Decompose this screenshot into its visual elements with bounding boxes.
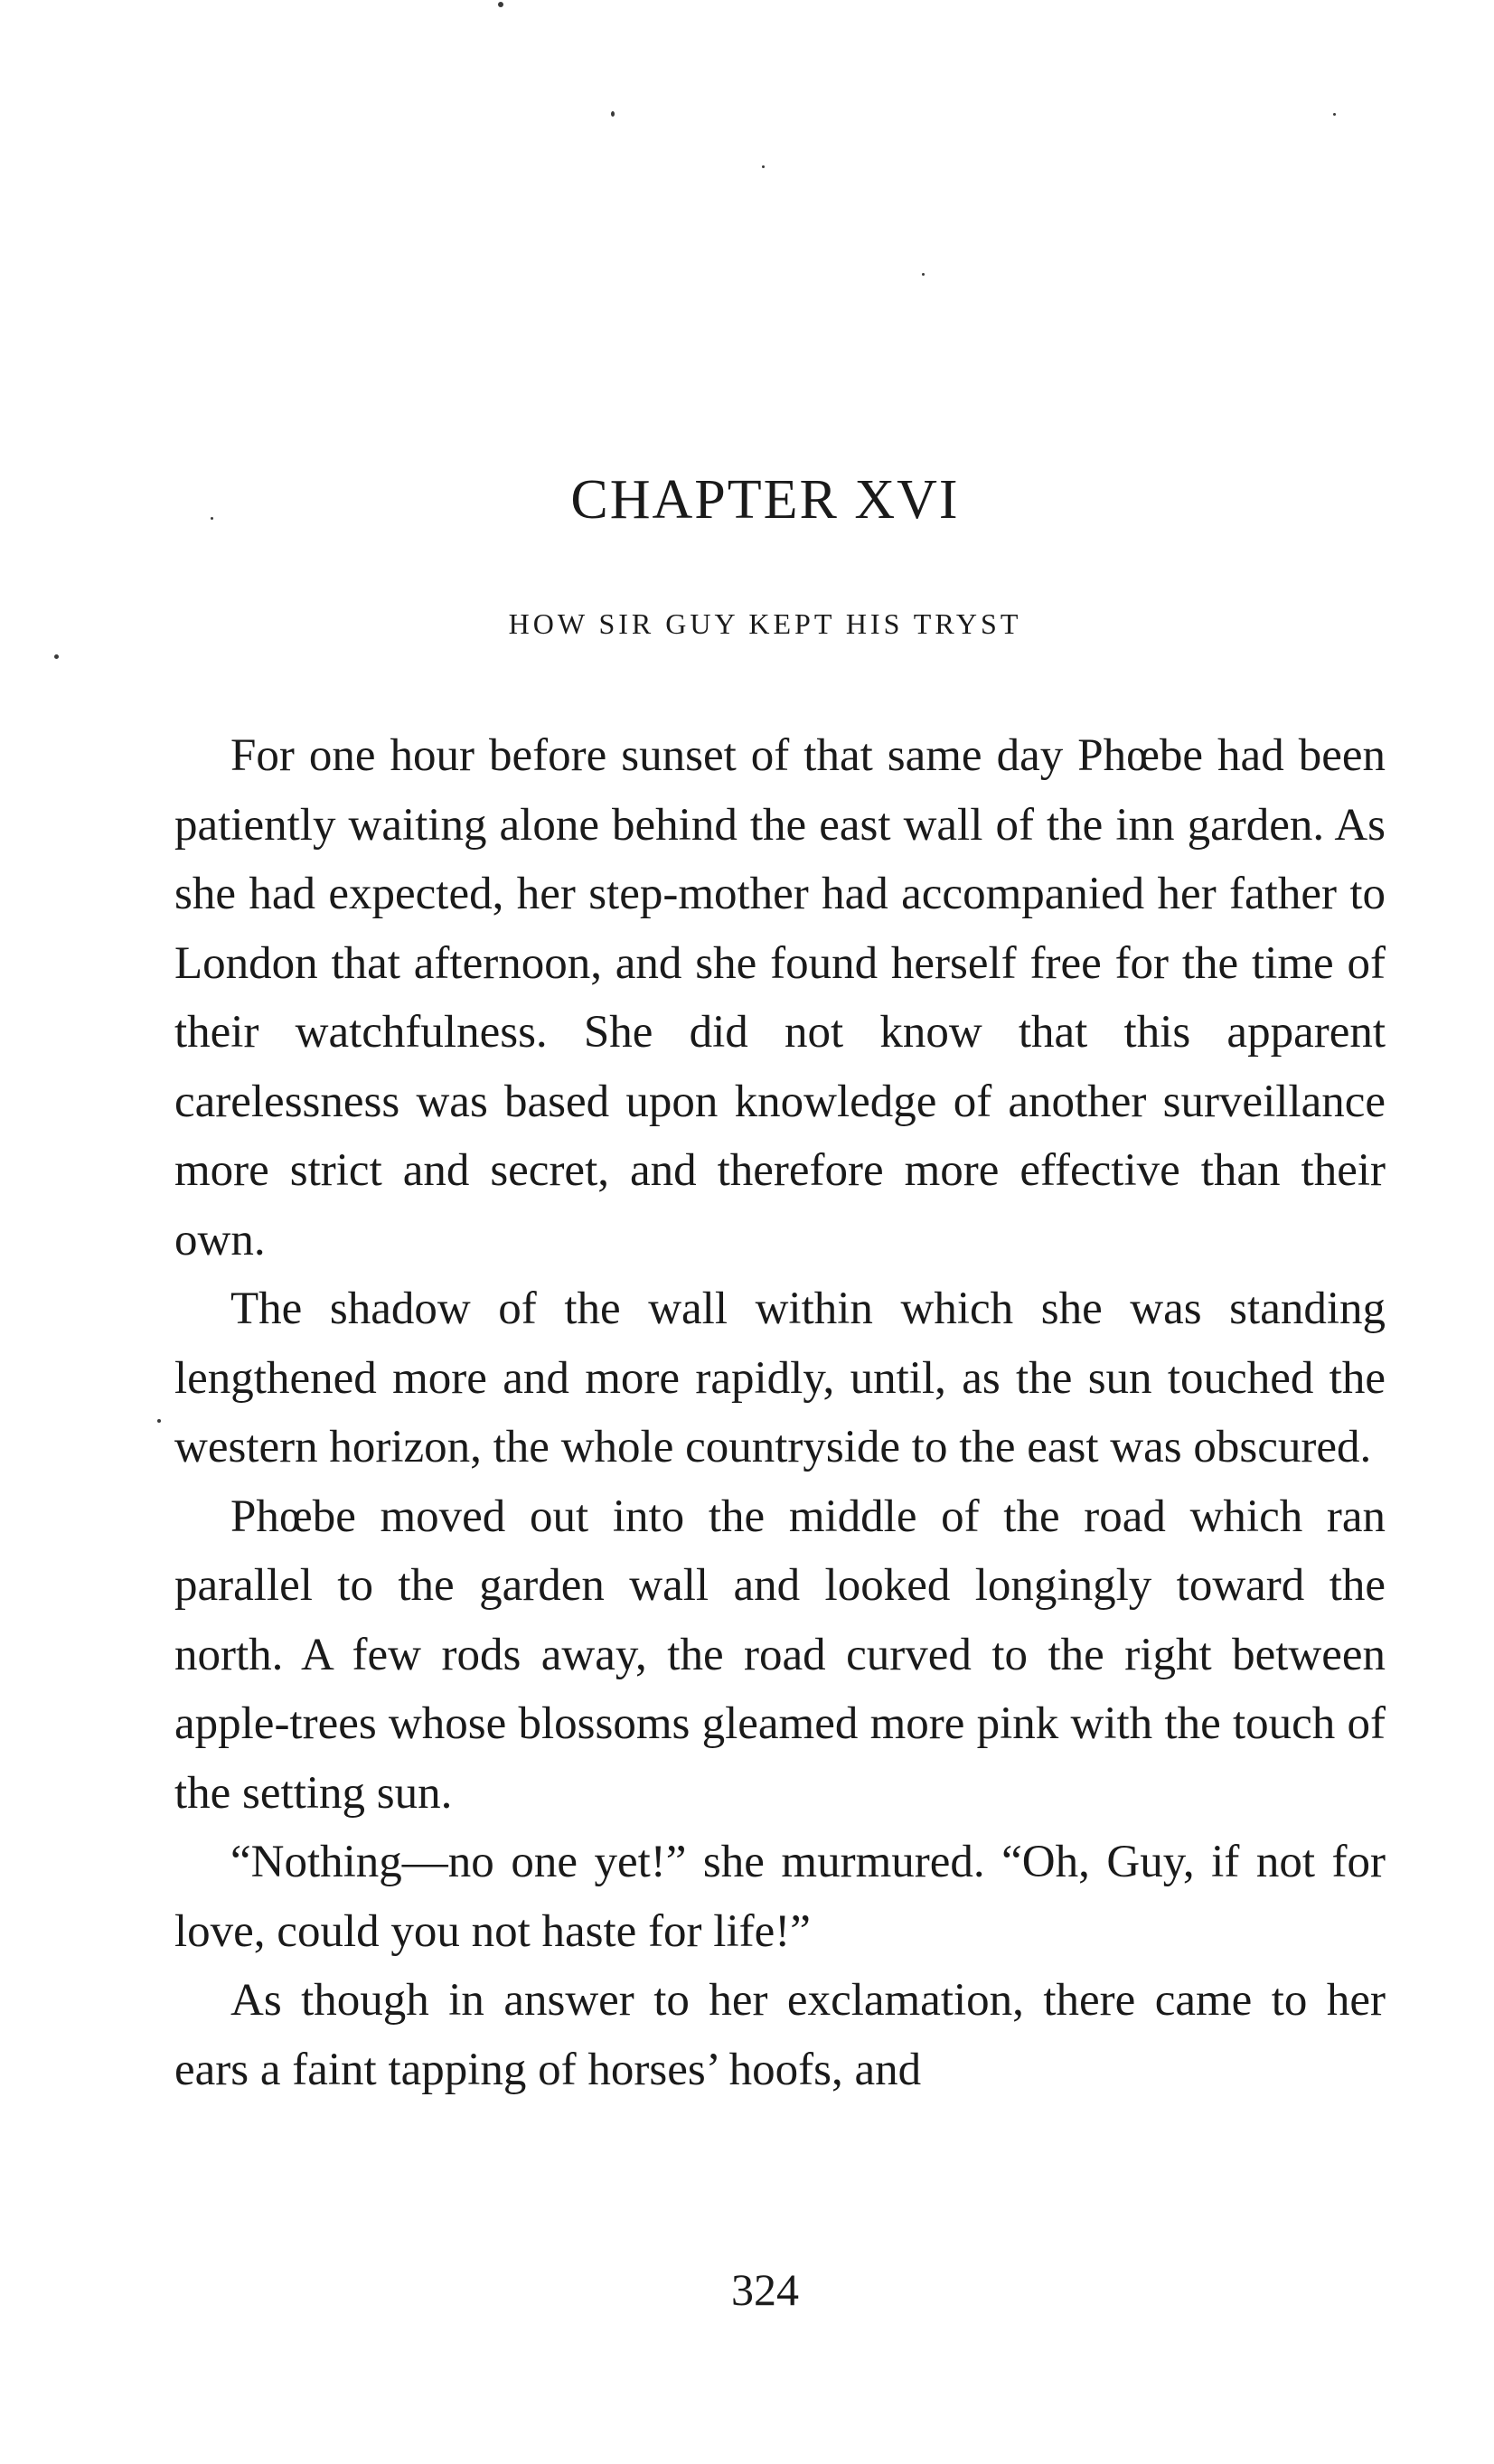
chapter-subtitle: HOW SIR GUY KEPT HIS TRYST xyxy=(508,607,1022,640)
paragraph: Phœbe moved out into the middle of the road which ran parallel to the garden wall and looked longingly toward the north. A few rods away, the road curved to the right between apple-trees whose blossoms gleamed more pink with the touch of the setting sun. xyxy=(174,1491,1386,1819)
paragraph: “Nothing—no one yet!” she murmured. “Oh, Guy, if not for love, could you not haste for life!” xyxy=(174,1837,1386,1957)
body-text xyxy=(174,721,1386,2104)
print-speck xyxy=(611,111,615,117)
print-speck xyxy=(922,273,925,276)
chapter-title: CHAPTER XVI xyxy=(570,469,960,531)
paragraph: The shadow of the wall within which she was standing lengthened more and more rapidly, until, as the sun touched the western horizon, the whole countryside to the east was obscured. xyxy=(174,1284,1386,1472)
print-speck xyxy=(1333,113,1336,116)
print-speck xyxy=(54,654,59,659)
paragraph: As though in answer to her exclamation, there came to her ears a faint tapping of horses’ hoofs, and xyxy=(174,1975,1386,2095)
print-speck xyxy=(762,165,765,168)
print-speck xyxy=(498,2,503,7)
print-speck xyxy=(157,1419,161,1423)
page-number: 324 xyxy=(731,2264,799,2315)
paragraph: For one hour before sunset of that same day Phœbe had been patiently waiting alone behind the east wall of the inn garden. As she had expected, her step-mother had accompanied her father to London that afternoon, and she found herself free for the time of their watchfulness. She did not know that this apparent carelessness was based upon knowledge of another surveillance more strict and secret, and therefore more effective than their own. xyxy=(174,730,1386,1265)
